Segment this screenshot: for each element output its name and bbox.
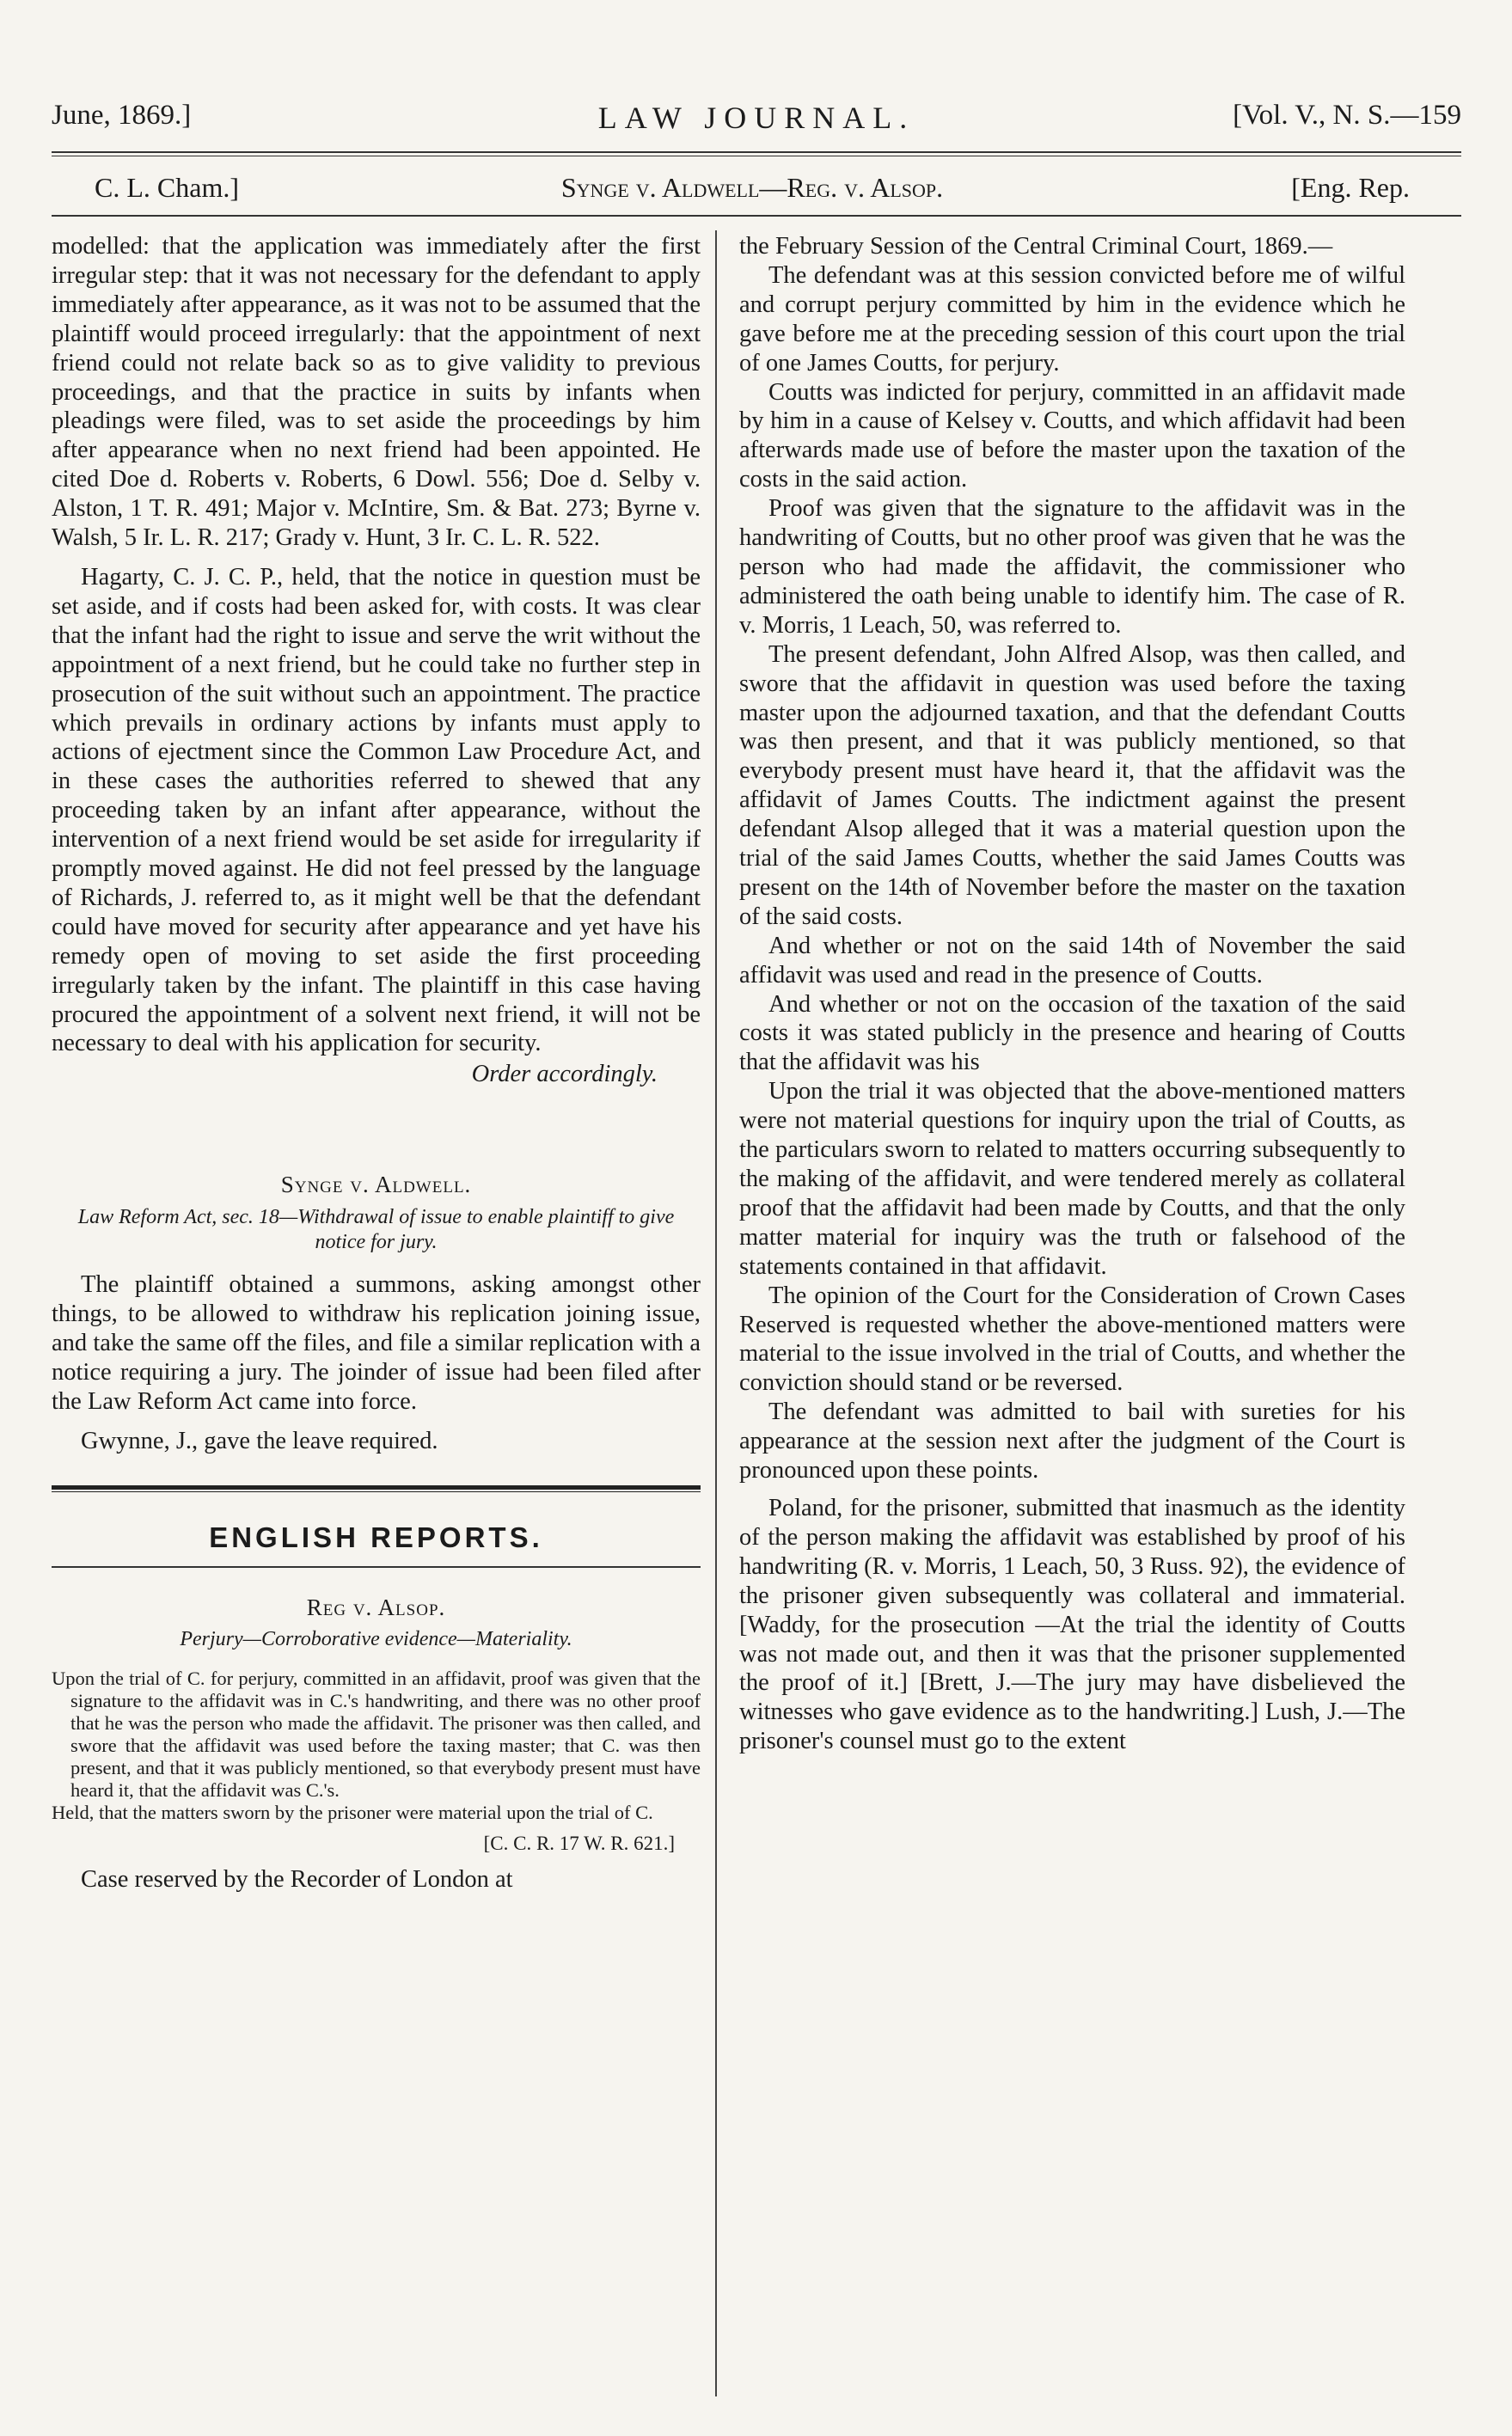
case-subtitle: Law Reform Act, sec. 18—Withdrawal of issue to enable plaintiff to give notice for jury. — [77, 1206, 675, 1254]
case-title: Reg v. Alsop. — [306, 1594, 446, 1620]
header-volume: [Vol. V., N. S.—159 — [1233, 100, 1461, 131]
right-column — [739, 232, 1405, 1756]
paragraph: The opinion of the Court for the Consideration of Crown Cases Reserved is requested whether the above-mentioned matters were material to the issue involved in the trial of Coutts, and whether the conviction should stand or be reversed. — [739, 1282, 1405, 1397]
citation: [C. C. R. 17 W. R. 621.] — [483, 1833, 675, 1855]
section-heading: ENGLISH REPORTS. — [209, 1521, 543, 1553]
journal-title: LAW JOURNAL. — [597, 101, 915, 135]
paragraph: And whether or not on the occasion of the taxation of the said costs it was stated publicly in the presence and hearing of Coutts that the affidavit was his — [739, 990, 1405, 1076]
headnote — [52, 1668, 701, 1824]
case-subtitle: Perjury—Corroborative evidence—Materiality. — [180, 1628, 572, 1651]
paragraph: Upon the trial it was objected that the above-mentioned matters were not material questions for inquiry upon the trial of Coutts, as the particulars sworn to related to matters occurring subsequently to the making of the affidavit, and were tendered merely as collateral proof that the affidavit had been made by Coutts, and that the only matter material for inquiry was the truth or falsehood of the statements contained in that affidavit. — [739, 1078, 1405, 1280]
paragraph: Poland, for the prisoner, submitted that inasmuch as the identity of the person making the affidavit was established by proof of his handwriting (R. v. Morris, 1 Leach, 50, 3 Russ. 92), the evidence of the prisoner given subsequently was collateral and immaterial. [Waddy, for the prosecution —At the trial the identity of Coutts was not made out, and then it was that the prisoner supplemented the proof of it.] [Brett, J.—The jury may have disbelieved the witnesses who gave evidence as to the handwriting.] Lush, J.—The prisoner's counsel must go to the extent — [739, 1494, 1405, 1755]
paragraph: modelled: that the application was immediately after the first irregular step: that it was not necessary for the defendant to apply immediately after appearance, as it was not to be assumed that the plaintiff would proceed irregularly: that the appointment of next friend could not relate back so as to give validity to previous proceedings, and that the practice in suits by infants when pleadings were filed, was to set aside the proceedings by him after appearance when no next friend had been appointed. He cited Doe d. Roberts v. Roberts, 6 Dowl. 556; Doe d. Selby v. Alston, 1 T. R. 491; Major v. McIntire, Sm. & Bat. 273; Byrne v. Walsh, 5 Ir. L. R. 217; Grady v. Hunt, 3 Ir. C. L. R. 522. — [52, 233, 701, 552]
header-double-rule — [52, 151, 1461, 156]
headnote-held: Held, that the matters sworn by the prisoner were material upon the trial of C. — [52, 1802, 653, 1824]
left-column — [52, 232, 701, 1894]
header-case-names: Synge v. Aldwell—Reg. v. Alsop. — [560, 172, 944, 203]
sub-header — [95, 172, 1410, 210]
paragraph: Proof was given that the signature to the affidavit was in the handwriting of Coutts, but no other proof was given that he was the person who had made the affidavit, the commissioner who administered the oath being unable to identify him. The case of R. v. Morris, 1 Leach, 50, was referred to. — [739, 495, 1405, 639]
section-rule — [52, 1566, 701, 1568]
headnote-text: Upon the trial of C. for perjury, committed in an affidavit, proof was given that the signature to the affidavit was in C.'s handwriting, and there was no other proof that he was the person who made the affidavit. The prisoner was then called, and swore that the affidavit was used before the taxing master; that C. was then present, and that it was publicly mentioned, so that everybody present must have heard it, that the affidavit was C.'s. — [52, 1668, 701, 1802]
header-reporter: [Eng. Rep. — [1291, 172, 1410, 203]
header-date: June, 1869.] — [52, 100, 192, 131]
paragraph: Hagarty, C. J. C. P., held, that the notice in question must be set aside, and if costs had been asked for, with costs. It was clear that the infant had the right to issue and serve the writ without the appointment of a next friend, but he could take no further step in prosecution of the suit without such an appointment. The practice which prevails in ordinary actions by infants must apply to actions of ejectment since the Common Law Procedure Act, and in these cases the authorities referred to shewed that any proceeding taken by an infant after appearance, without the intervention of a next friend would be set aside for irregularity if promptly moved against. He did not feel pressed by the language of Richards, J. referred to, as it might well be that the defendant could have moved for security after appearance and yet have his remedy open of moving to set aside the first proceeding irregularly taken by the infant. The plaintiff in this case having procured the appointment of a solvent next friend, it will not be necessary to deal with his application for security. — [52, 563, 701, 1057]
paragraph: The plaintiff obtained a summons, asking amongst other things, to be allowed to withdraw his replication joining issue, and take the same off the files, and file a similar replication with a notice requiring a jury. The joinder of issue had been filed after the Law Reform Act came into force. — [52, 1271, 701, 1415]
column-divider — [715, 230, 717, 2396]
header-rule — [52, 215, 1461, 217]
paragraph: The defendant was admitted to bail with sureties for his appearance at the session next after the judgment of the Court is pronounced upon these points. — [739, 1399, 1405, 1484]
order-line: Order accordingly. — [471, 1061, 658, 1088]
paragraph: The defendant was at this session convicted before me of wilful and corrupt perjury committed by him in the evidence which he gave before me at the preceding session of this court upon the trial of one James Coutts, for perjury. — [739, 261, 1405, 376]
case-title: Synge v. Aldwell. — [280, 1172, 472, 1198]
paragraph: Gwynne, J., gave the leave required. — [81, 1427, 438, 1454]
paragraph: Case reserved by the Recorder of London at — [81, 1866, 513, 1894]
paragraph: And whether or not on the said 14th of November the said affidavit was used and read in the presence of Coutts. — [739, 932, 1405, 988]
running-header — [52, 100, 1461, 143]
header-section: C. L. Cham.] — [95, 172, 239, 203]
paragraph: Coutts was indicted for perjury, committed in an affidavit made by him in a cause of Kelsey v. Coutts, and which affidavit had been afterwards made use of before the master upon the taxation of the costs in the said action. — [739, 378, 1405, 493]
paragraph: the February Session of the Central Criminal Court, 1869.— — [739, 233, 1333, 260]
paragraph: The present defendant, John Alfred Alsop, was then called, and swore that the affidavit in question was used before the taxing master upon the adjourned taxation, and that the defendant Coutts was then present, and that it was publicly mentioned, so that everybody present must have heard it, that the affidavit was the affidavit of James Coutts. The indictment against the present defendant Alsop alleged that it was a material question upon the trial of the said James Coutts, whether the said James Coutts was present on the 14th of November before the master on the taxation of the said costs. — [739, 640, 1405, 930]
section-rule — [52, 1485, 701, 1492]
